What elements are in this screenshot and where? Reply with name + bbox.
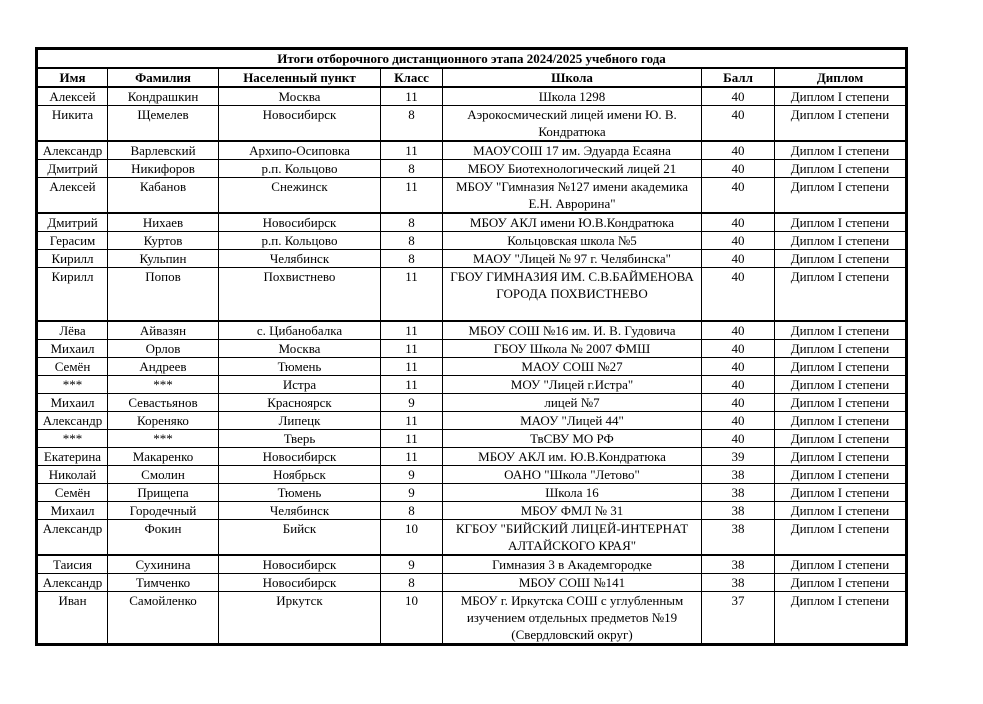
table-row — [37, 502, 907, 520]
cell-grade: 10 — [381, 520, 443, 556]
cell-name: Михаил — [37, 502, 108, 520]
table-row — [37, 358, 907, 376]
cell-settlement: Челябинск — [219, 250, 381, 268]
cell-grade: 11 — [381, 340, 443, 358]
cell-school: КГБОУ "БИЙСКИЙ ЛИЦЕЙ-ИНТЕРНАТ АЛТАЙСКОГО КРАЯ" — [443, 520, 702, 556]
cell-diploma: Диплом I степени — [775, 340, 907, 358]
cell-grade: 9 — [381, 466, 443, 484]
cell-diploma: Диплом I степени — [775, 484, 907, 502]
cell-grade: 11 — [381, 87, 443, 106]
cell-surname: Городечный — [108, 502, 219, 520]
cell-school: МАОУ СОШ №27 — [443, 358, 702, 376]
cell-diploma: Диплом I степени — [775, 466, 907, 484]
cell-name: Кирилл — [37, 250, 108, 268]
cell-score: 40 — [702, 340, 775, 358]
table-row — [37, 394, 907, 412]
cell-school: МБОУ "Гимназия №127 имени академика Е.Н. Аврорина" — [443, 178, 702, 214]
table-row — [37, 592, 907, 645]
cell-surname: Андреев — [108, 358, 219, 376]
cell-diploma: Диплом I степени — [775, 358, 907, 376]
cell-diploma: Диплом I степени — [775, 106, 907, 142]
cell-grade: 11 — [381, 321, 443, 340]
cell-school: ГБОУ ГИМНАЗИЯ ИМ. С.В.БАЙМЕНОВА ГОРОДА ПОХВИСТНЕВО — [443, 268, 702, 322]
cell-diploma: Диплом I степени — [775, 232, 907, 250]
cell-settlement: Снежинск — [219, 178, 381, 214]
cell-name: Алексей — [37, 87, 108, 106]
cell-settlement: р.п. Кольцово — [219, 232, 381, 250]
cell-diploma: Диплом I степени — [775, 141, 907, 160]
cell-diploma: Диплом I степени — [775, 321, 907, 340]
cell-surname: Варлевский — [108, 141, 219, 160]
cell-school: МОУ "Лицей г.Истра" — [443, 376, 702, 394]
cell-diploma: Диплом I степени — [775, 520, 907, 556]
table-title: Итоги отборочного дистанционного этапа 2024/2025 учебного года — [37, 49, 907, 69]
table-row — [37, 520, 907, 556]
cell-grade: 11 — [381, 412, 443, 430]
cell-grade: 11 — [381, 376, 443, 394]
cell-score: 40 — [702, 394, 775, 412]
cell-settlement: Липецк — [219, 412, 381, 430]
table-row — [37, 213, 907, 232]
cell-grade: 10 — [381, 592, 443, 645]
cell-surname: Прищепа — [108, 484, 219, 502]
cell-diploma: Диплом I степени — [775, 555, 907, 574]
cell-settlement: Тюмень — [219, 484, 381, 502]
cell-school: МБОУ АКЛ имени Ю.В.Кондратюка — [443, 213, 702, 232]
cell-school: МАОУСОШ 17 им. Эдуарда Есаяна — [443, 141, 702, 160]
cell-grade: 11 — [381, 178, 443, 214]
cell-surname: Кондрашкин — [108, 87, 219, 106]
cell-score: 40 — [702, 376, 775, 394]
cell-school: МБОУ АКЛ им. Ю.В.Кондратюка — [443, 448, 702, 466]
cell-settlement: Новосибирск — [219, 106, 381, 142]
column-header-grade: Класс — [381, 68, 443, 87]
table-title-row — [37, 49, 907, 69]
table-row — [37, 106, 907, 142]
cell-settlement: с. Цибанобалка — [219, 321, 381, 340]
cell-settlement: Бийск — [219, 520, 381, 556]
table-row — [37, 250, 907, 268]
cell-school: МБОУ СОШ №141 — [443, 574, 702, 592]
table-row — [37, 376, 907, 394]
cell-diploma: Диплом I степени — [775, 394, 907, 412]
cell-settlement: Истра — [219, 376, 381, 394]
cell-name: Михаил — [37, 340, 108, 358]
cell-score: 40 — [702, 358, 775, 376]
table-row — [37, 448, 907, 466]
cell-school: Школа 1298 — [443, 87, 702, 106]
column-header-school: Школа — [443, 68, 702, 87]
cell-diploma: Диплом I степени — [775, 268, 907, 322]
table-row — [37, 340, 907, 358]
cell-settlement: Москва — [219, 340, 381, 358]
cell-score: 38 — [702, 555, 775, 574]
cell-surname: Фокин — [108, 520, 219, 556]
cell-grade: 11 — [381, 141, 443, 160]
cell-grade: 11 — [381, 358, 443, 376]
cell-name: Алексей — [37, 178, 108, 214]
cell-name: Дмитрий — [37, 160, 108, 178]
cell-score: 40 — [702, 268, 775, 322]
cell-school: ГБОУ Школа № 2007 ФМШ — [443, 340, 702, 358]
cell-settlement: Тверь — [219, 430, 381, 448]
cell-name: Александр — [37, 141, 108, 160]
table-row — [37, 484, 907, 502]
cell-surname: Смолин — [108, 466, 219, 484]
cell-surname: Попов — [108, 268, 219, 322]
cell-score: 40 — [702, 141, 775, 160]
cell-surname: Самойленко — [108, 592, 219, 645]
cell-name: Александр — [37, 520, 108, 556]
cell-school: Аэрокосмический лицей имени Ю. В. Кондратюка — [443, 106, 702, 142]
cell-grade: 8 — [381, 213, 443, 232]
cell-score: 40 — [702, 232, 775, 250]
cell-surname: Никифоров — [108, 160, 219, 178]
cell-grade: 9 — [381, 555, 443, 574]
column-header-score: Балл — [702, 68, 775, 87]
cell-name: Кирилл — [37, 268, 108, 322]
cell-score: 38 — [702, 502, 775, 520]
cell-school: МБОУ СОШ №16 им. И. В. Гудовича — [443, 321, 702, 340]
cell-grade: 11 — [381, 430, 443, 448]
cell-school: лицей №7 — [443, 394, 702, 412]
table-row — [37, 430, 907, 448]
cell-settlement: Красноярск — [219, 394, 381, 412]
cell-diploma: Диплом I степени — [775, 213, 907, 232]
cell-settlement: Москва — [219, 87, 381, 106]
table-row — [37, 268, 907, 322]
table-row — [37, 412, 907, 430]
cell-surname: Тимченко — [108, 574, 219, 592]
cell-score: 40 — [702, 250, 775, 268]
cell-diploma: Диплом I степени — [775, 592, 907, 645]
cell-score: 37 — [702, 592, 775, 645]
cell-school: МАОУ "Лицей № 97 г. Челябинска" — [443, 250, 702, 268]
cell-grade: 8 — [381, 106, 443, 142]
cell-school: Кольцовская школа №5 — [443, 232, 702, 250]
table-row — [37, 141, 907, 160]
cell-name: Николай — [37, 466, 108, 484]
cell-name: *** — [37, 430, 108, 448]
cell-surname: Макаренко — [108, 448, 219, 466]
cell-diploma: Диплом I степени — [775, 448, 907, 466]
cell-grade: 8 — [381, 160, 443, 178]
cell-name: Дмитрий — [37, 213, 108, 232]
cell-name: Иван — [37, 592, 108, 645]
cell-surname: *** — [108, 376, 219, 394]
cell-diploma: Диплом I степени — [775, 250, 907, 268]
cell-score: 40 — [702, 321, 775, 340]
cell-settlement: Архипо-Осиповка — [219, 141, 381, 160]
cell-settlement: Тюмень — [219, 358, 381, 376]
cell-surname: Кульпин — [108, 250, 219, 268]
column-header-settlement: Населенный пункт — [219, 68, 381, 87]
cell-surname: Кореняко — [108, 412, 219, 430]
cell-settlement: Челябинск — [219, 502, 381, 520]
cell-score: 39 — [702, 448, 775, 466]
cell-surname: Куртов — [108, 232, 219, 250]
cell-surname: Айвазян — [108, 321, 219, 340]
cell-name: Лёва — [37, 321, 108, 340]
cell-school: МБОУ Биотехнологический лицей 21 — [443, 160, 702, 178]
table-header-row — [37, 68, 907, 87]
cell-settlement: Новосибирск — [219, 574, 381, 592]
cell-school: МБОУ ФМЛ № 31 — [443, 502, 702, 520]
cell-score: 40 — [702, 412, 775, 430]
cell-grade: 8 — [381, 502, 443, 520]
cell-diploma: Диплом I степени — [775, 178, 907, 214]
table-row — [37, 555, 907, 574]
cell-settlement: Иркутск — [219, 592, 381, 645]
cell-grade: 8 — [381, 574, 443, 592]
cell-grade: 9 — [381, 394, 443, 412]
cell-grade: 8 — [381, 250, 443, 268]
cell-diploma: Диплом I степени — [775, 87, 907, 106]
cell-diploma: Диплом I степени — [775, 574, 907, 592]
cell-score: 40 — [702, 160, 775, 178]
cell-score: 38 — [702, 484, 775, 502]
cell-diploma: Диплом I степени — [775, 376, 907, 394]
cell-name: *** — [37, 376, 108, 394]
cell-grade: 11 — [381, 448, 443, 466]
column-header-diploma: Диплом — [775, 68, 907, 87]
cell-school: Гимназия 3 в Академгородке — [443, 555, 702, 574]
cell-score: 40 — [702, 178, 775, 214]
table-row — [37, 87, 907, 106]
cell-surname: Севастьянов — [108, 394, 219, 412]
cell-score: 40 — [702, 87, 775, 106]
cell-name: Михаил — [37, 394, 108, 412]
table-row — [37, 160, 907, 178]
cell-name: Никита — [37, 106, 108, 142]
cell-grade: 8 — [381, 232, 443, 250]
cell-diploma: Диплом I степени — [775, 412, 907, 430]
cell-school: ТвСВУ МО РФ — [443, 430, 702, 448]
cell-settlement: Новосибирск — [219, 448, 381, 466]
cell-school: МБОУ г. Иркутска СОШ с углубленным изучением отдельных предметов №19 (Свердловский округ) — [443, 592, 702, 645]
cell-name: Семён — [37, 484, 108, 502]
cell-surname: Щемелев — [108, 106, 219, 142]
table-row — [37, 232, 907, 250]
cell-surname: Орлов — [108, 340, 219, 358]
cell-name: Герасим — [37, 232, 108, 250]
cell-surname: Кабанов — [108, 178, 219, 214]
cell-school: ОАНО "Школа "Летово" — [443, 466, 702, 484]
table-row — [37, 574, 907, 592]
cell-score: 40 — [702, 213, 775, 232]
cell-score: 40 — [702, 106, 775, 142]
cell-school: МАОУ "Лицей 44" — [443, 412, 702, 430]
cell-surname: Сухинина — [108, 555, 219, 574]
cell-settlement: Новосибирск — [219, 213, 381, 232]
cell-name: Александр — [37, 574, 108, 592]
cell-diploma: Диплом I степени — [775, 430, 907, 448]
cell-score: 38 — [702, 466, 775, 484]
cell-settlement: Ноябрьск — [219, 466, 381, 484]
table-row — [37, 466, 907, 484]
table-row — [37, 178, 907, 214]
cell-score: 38 — [702, 574, 775, 592]
cell-name: Александр — [37, 412, 108, 430]
cell-score: 38 — [702, 520, 775, 556]
cell-diploma: Диплом I степени — [775, 502, 907, 520]
cell-surname: Нихаев — [108, 213, 219, 232]
cell-name: Таисия — [37, 555, 108, 574]
column-header-surname: Фамилия — [108, 68, 219, 87]
cell-settlement: Новосибирск — [219, 555, 381, 574]
cell-settlement: Похвистнево — [219, 268, 381, 322]
cell-grade: 11 — [381, 268, 443, 322]
cell-name: Семён — [37, 358, 108, 376]
cell-score: 40 — [702, 430, 775, 448]
cell-settlement: р.п. Кольцово — [219, 160, 381, 178]
cell-diploma: Диплом I степени — [775, 160, 907, 178]
results-table — [35, 47, 908, 646]
cell-surname: *** — [108, 430, 219, 448]
cell-school: Школа 16 — [443, 484, 702, 502]
cell-name: Екатерина — [37, 448, 108, 466]
column-header-name: Имя — [37, 68, 108, 87]
cell-grade: 9 — [381, 484, 443, 502]
table-row — [37, 321, 907, 340]
